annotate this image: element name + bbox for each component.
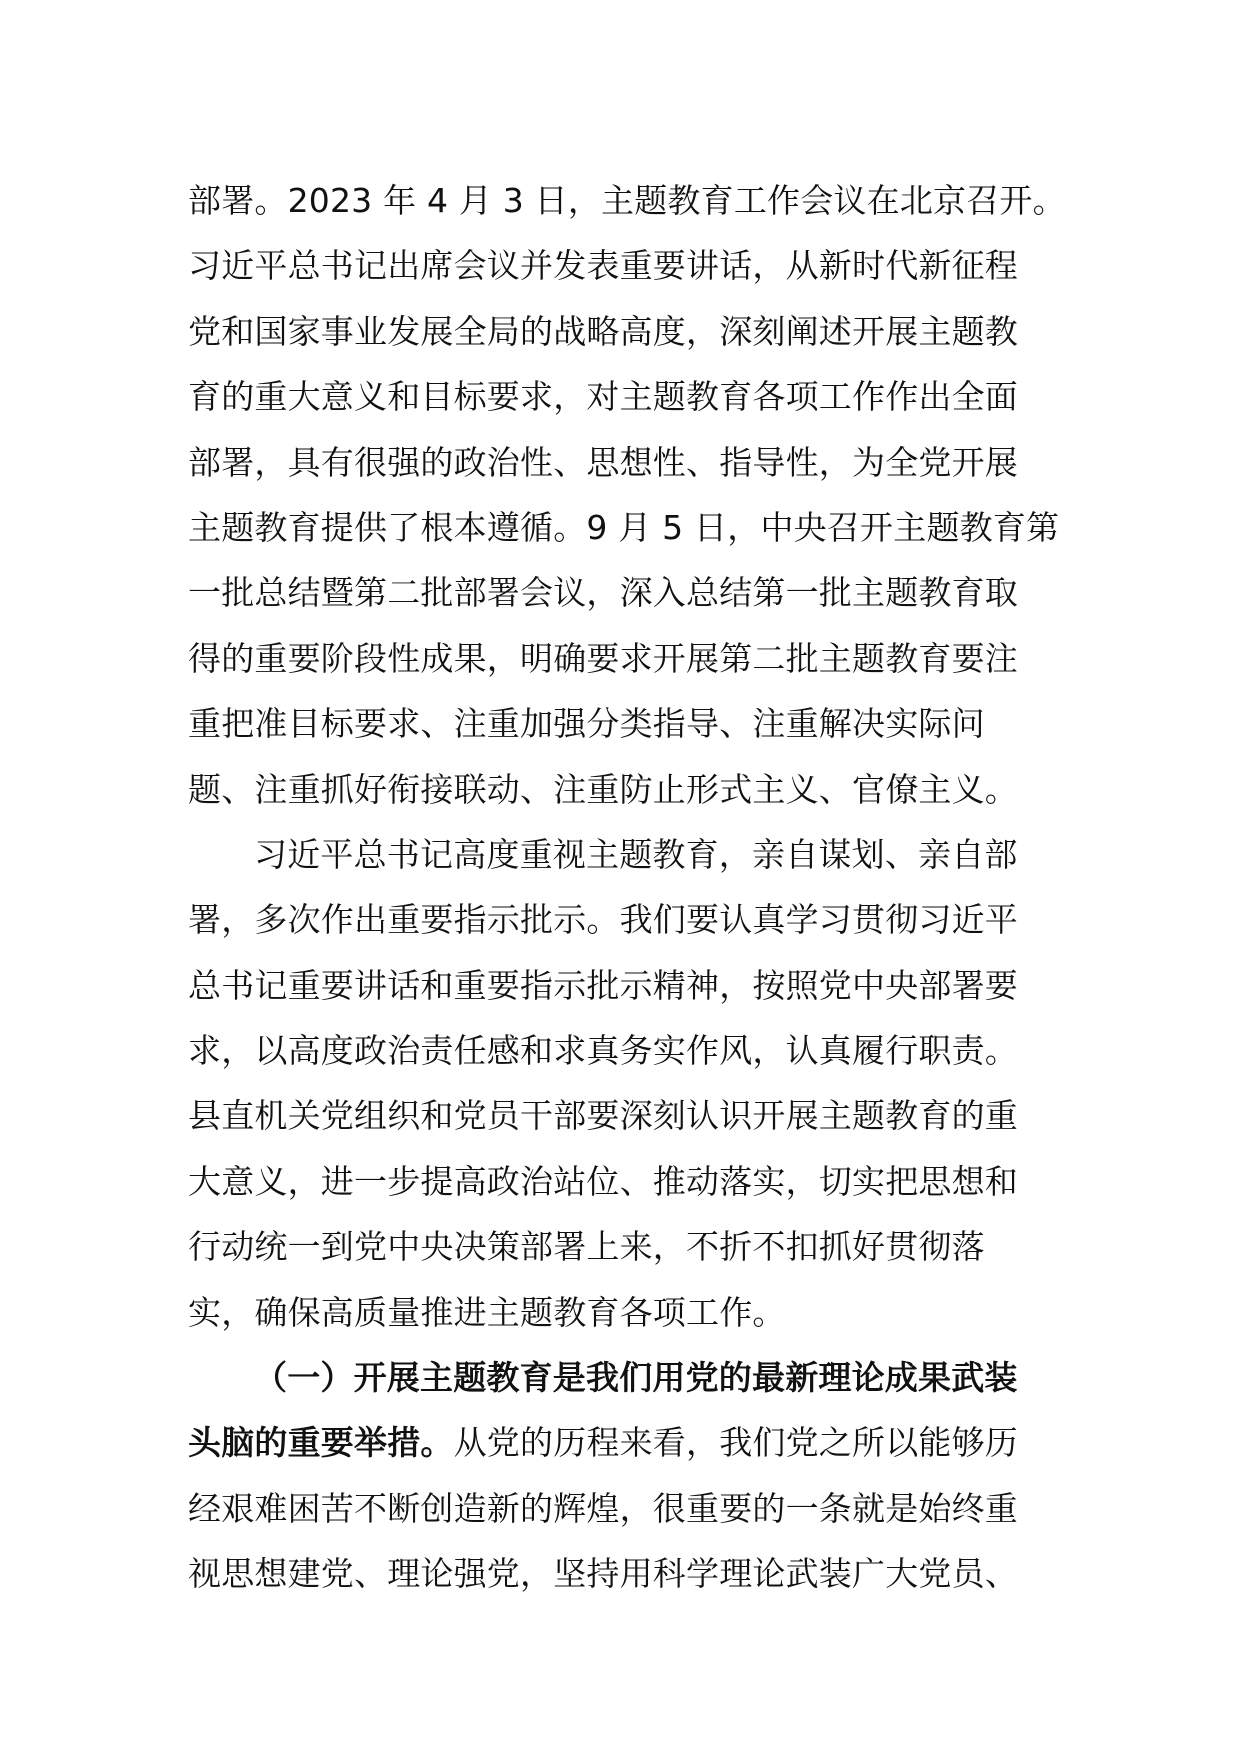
text-line: 一批总结暨第二批部署会议，深入总结第一批主题教育取	[188, 573, 1018, 613]
section-heading-tail: 头脑的重要举措。	[188, 1423, 454, 1463]
text-line: 署，多次作出重要指示批示。我们要认真学习贯彻习近平	[188, 900, 1018, 940]
text-line: 经艰难困苦不断创造新的辉煌，很重要的一条就是始终重	[188, 1488, 1018, 1528]
text-line: 题、注重抓好衔接联动、注重防止形式主义、官僚主义。	[188, 769, 1018, 809]
text-line: 育的重大意义和目标要求，对主题教育各项工作作出全面	[188, 377, 1018, 417]
document-body	[188, 168, 1066, 1607]
text-line: 总书记重要讲话和重要指示批示精神，按照党中央部署要	[188, 965, 1018, 1005]
text-line: 行动统一到党中央决策部署上来，不折不扣抓好贯彻落	[188, 1227, 985, 1267]
section-heading-line: （一）开展主题教育是我们用党的最新理论成果武装	[254, 1358, 1018, 1398]
text-line: 视思想建党、理论强党，坚持用科学理论武装广大党员、	[188, 1554, 1018, 1594]
text-line: 习近平总书记出席会议并发表重要讲话，从新时代新征程	[188, 246, 1018, 286]
text-line: 重把准目标要求、注重加强分类指导、注重解决实际问	[188, 704, 985, 744]
text-line: 大意义，进一步提高政治站位、推动落实，切实把思想和	[188, 1161, 1018, 1201]
text-line: 实，确保高质量推进主题教育各项工作。	[188, 1292, 786, 1332]
text-line: 县直机关党组织和党员干部要深刻认识开展主题教育的重	[188, 1096, 1018, 1136]
mixed-heading-line	[188, 1410, 1054, 1475]
text-line: 得的重要阶段性成果，明确要求开展第二批主题教育要注	[188, 638, 1018, 678]
section-body-start: 从党的历程来看，我们党之所以能够历	[453, 1423, 1019, 1463]
paragraph-start-line: 习近平总书记高度重视主题教育，亲自谋划、亲自部	[254, 834, 1018, 874]
text-line: 部署，具有很强的政治性、思想性、指导性，为全党开展	[188, 442, 1018, 482]
text-line: 党和国家事业发展全局的战略高度，深刻阐述开展主题教	[188, 311, 1018, 351]
text-line: 主题教育提供了根本遵循。9 月 5 日，中央召开主题教育第	[188, 507, 1060, 547]
text-line: 部署。2023 年 4 月 3 日，主题教育工作会议在北京召开。	[188, 181, 1066, 220]
text-line: 求，以高度政治责任感和求真务实作风，认真履行职责。	[188, 1031, 1018, 1071]
